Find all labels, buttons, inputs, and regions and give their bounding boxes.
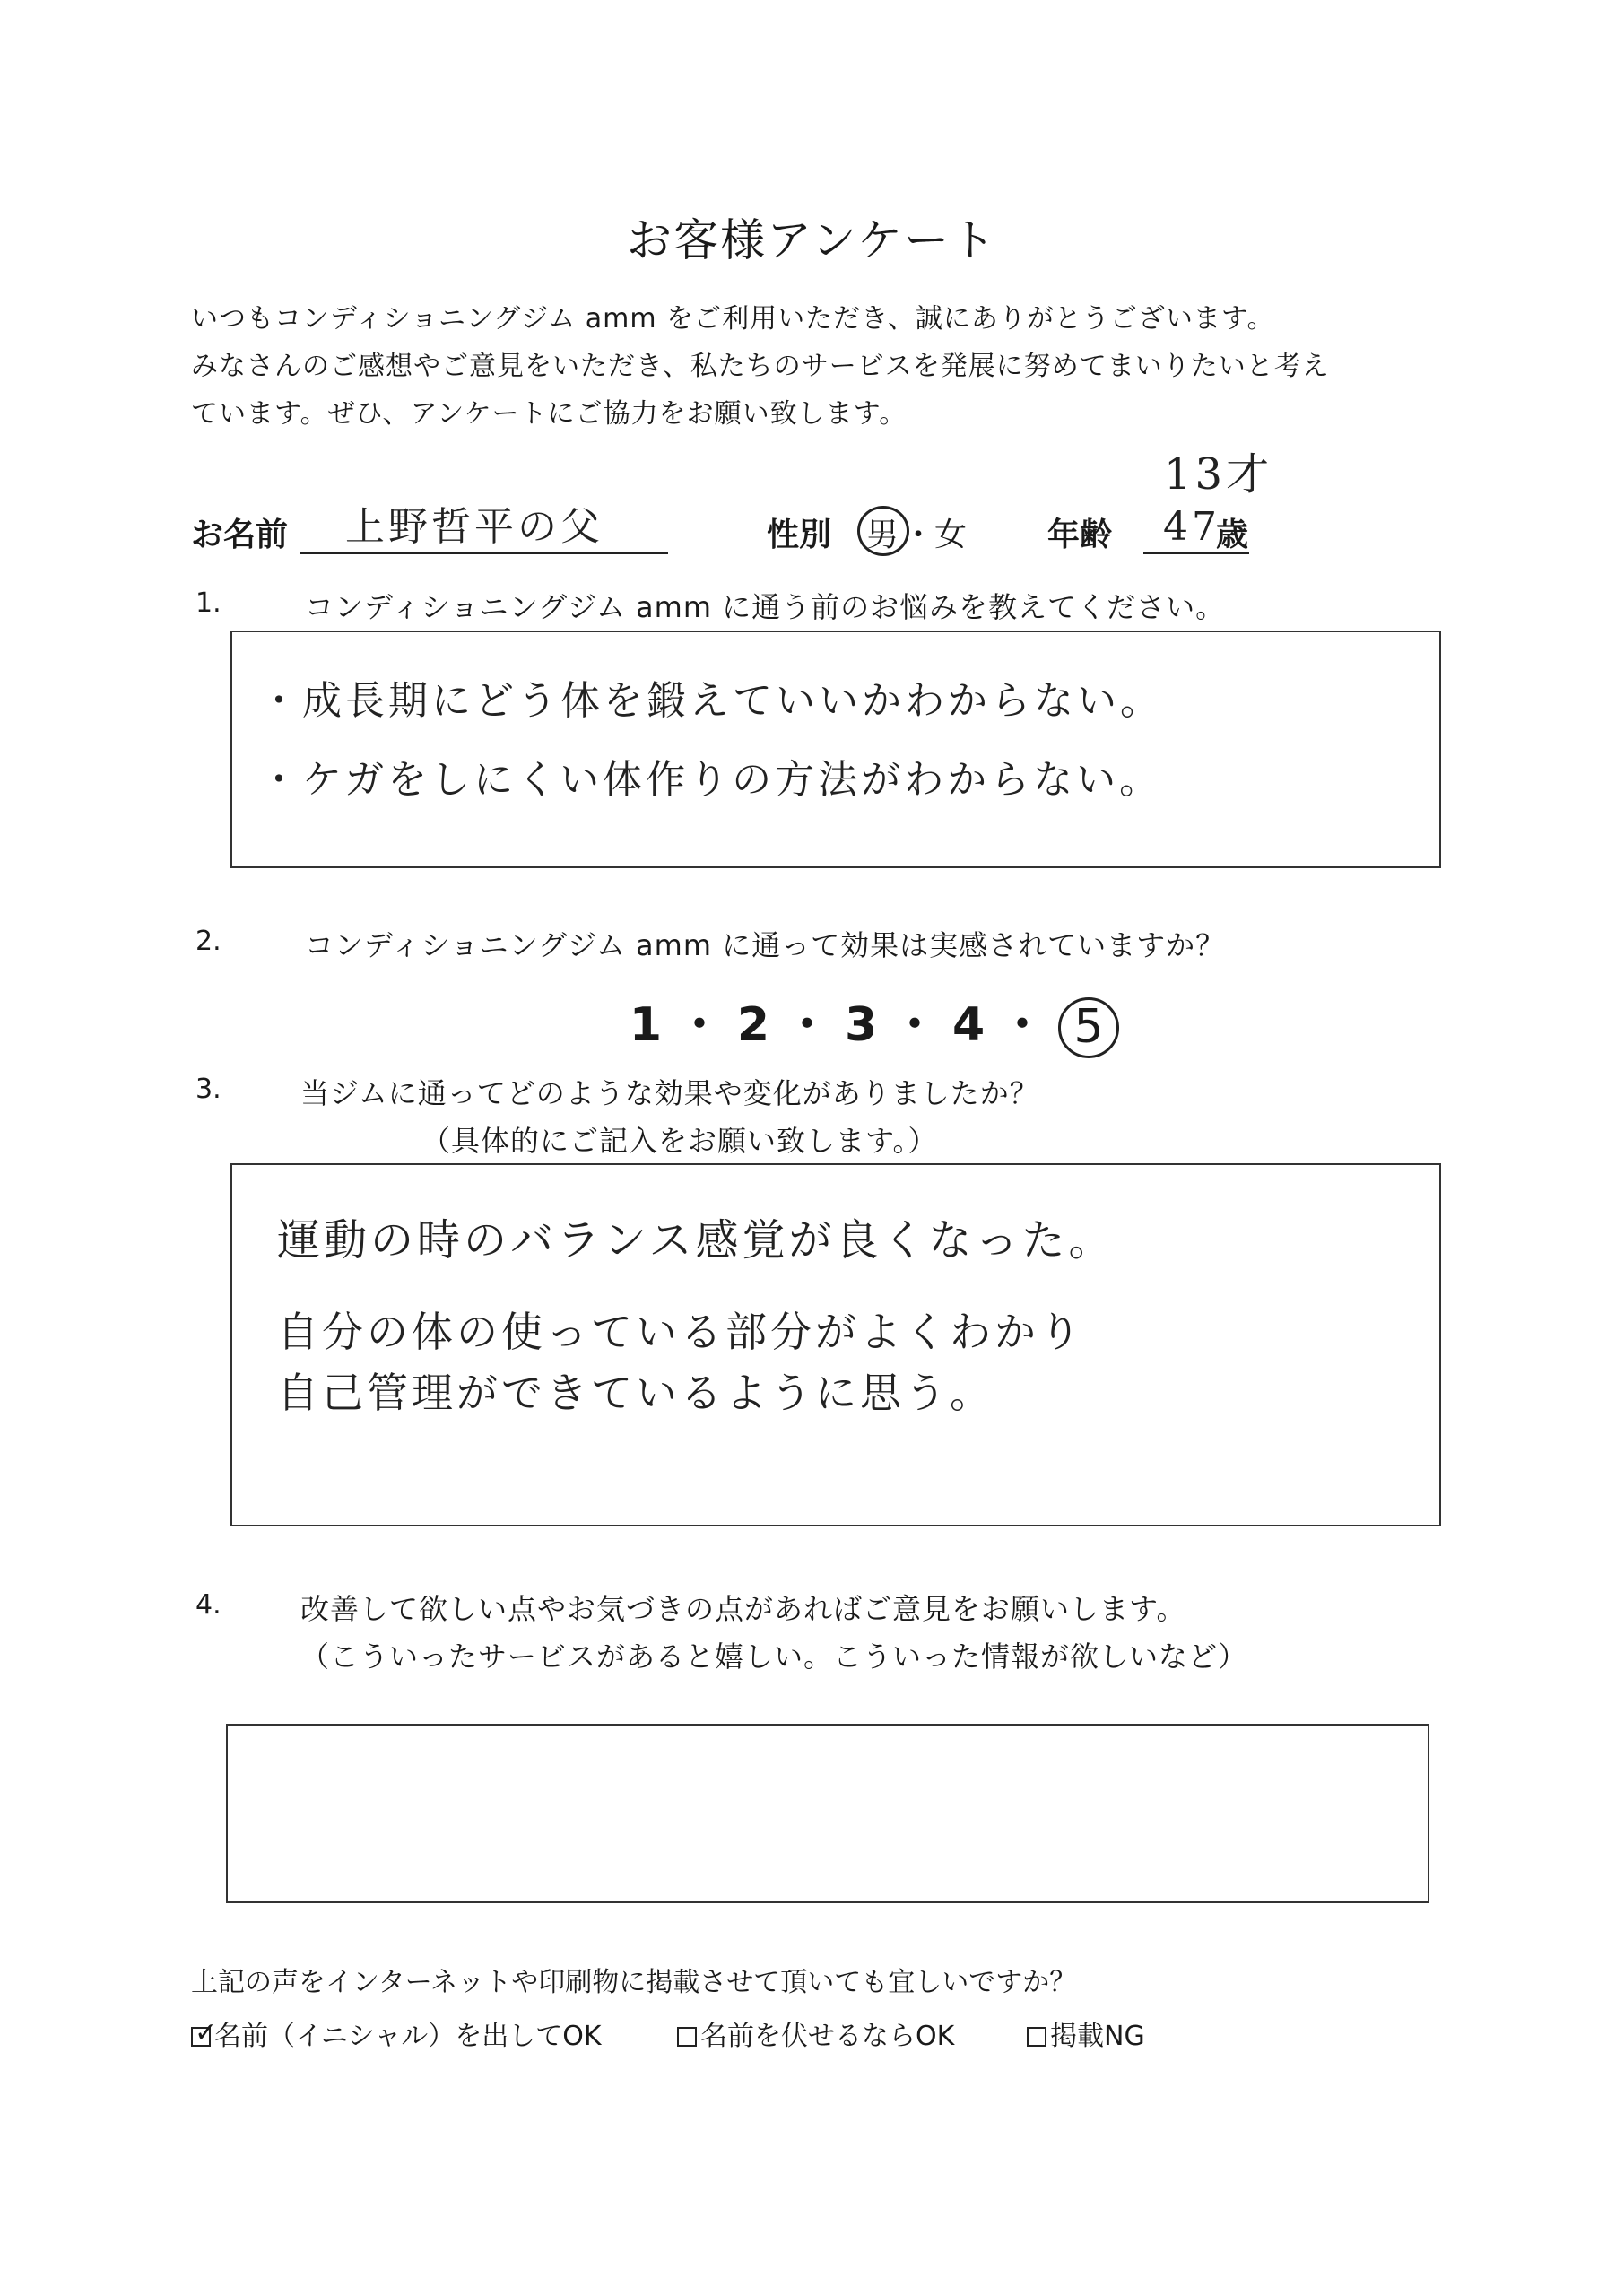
- q1-text: コンディショニングジム amm に通う前のお悩みを教えてください。: [305, 590, 1226, 624]
- intro-line-1: いつもコンディショニングジム amm をご利用いただき、誠にありがとうございます。: [191, 303, 1275, 335]
- q3-answer-box[interactable]: [230, 1163, 1441, 1526]
- scale-option-2[interactable]: 2: [736, 998, 770, 1052]
- consent-checkbox-2[interactable]: [677, 2027, 697, 2047]
- gender-label: 性別: [767, 517, 832, 553]
- q4-answer-box[interactable]: [226, 1724, 1429, 1903]
- q3-number: 3.: [195, 1074, 221, 1105]
- scale-separator: ・: [999, 998, 1046, 1052]
- consent-option-3-label: 掲載NG: [1050, 2021, 1145, 2052]
- consent-option-3[interactable]: [1027, 2013, 1145, 2053]
- q3-answer-line-1: 運動の時のバランス感覚が良くなった。: [277, 1215, 1116, 1265]
- q1-answer-line-2: ・ケガをしにくい体作りの方法がわからない。: [259, 757, 1163, 803]
- scale-separator: ・: [784, 998, 831, 1052]
- consent-option-2[interactable]: [677, 2013, 954, 2053]
- q3-answer-line-3: 自己管理ができているように思う。: [277, 1369, 994, 1417]
- check-icon: ✓: [195, 2017, 218, 2048]
- name-field[interactable]: [300, 502, 668, 554]
- q2-scale[interactable]: [628, 987, 1119, 1058]
- q4-text: 改善して欲しい点やお気づきの点があればご意見をお願いします。: [300, 1592, 1186, 1626]
- age-unit: 歳: [1216, 517, 1249, 553]
- q1-answer-line-1: ・成長期にどう体を鍛えていいかわからない。: [259, 678, 1163, 724]
- gender-options[interactable]: [863, 509, 967, 555]
- scale-option-5[interactable]: 5: [1058, 997, 1119, 1058]
- q4-number: 4.: [195, 1589, 221, 1621]
- page-title: お客様アンケート: [627, 214, 997, 266]
- gender-separator: ・: [902, 517, 935, 553]
- name-label: お名前: [191, 517, 289, 553]
- consent-question: 上記の声をインターネットや印刷物に掲載させて頂いても宜しいですか？: [191, 1967, 1077, 1998]
- q1-number: 1.: [195, 587, 221, 619]
- intro-line-2: みなさんのご感想やご意見をいただき、私たちのサービスを発展に努めてまいりたいと考え: [191, 351, 1330, 382]
- gender-selected-circle: [857, 506, 909, 556]
- q3-text: 当ジムに通ってどのような効果や変化がありましたか？: [300, 1076, 1039, 1110]
- scale-option-1[interactable]: 1: [629, 998, 663, 1052]
- age-label: 年齢: [1047, 517, 1113, 553]
- name-value: 上野哲平の父: [345, 504, 604, 550]
- intro-line-3: ています。ぜひ、アンケートにご協力をお願い致します。: [191, 398, 908, 430]
- gender-male: 男: [865, 517, 899, 553]
- age-note: 13才: [1164, 449, 1273, 500]
- scale-option-3[interactable]: 3: [844, 998, 878, 1052]
- age-value: 47: [1163, 504, 1220, 550]
- q3-subtext: （具体的にご記入をお願い致します。）: [421, 1124, 938, 1158]
- consent-option-1[interactable]: [191, 2013, 602, 2053]
- q2-number: 2.: [195, 926, 221, 957]
- scale-separator: ・: [891, 998, 939, 1052]
- scale-option-4[interactable]: 4: [951, 998, 986, 1052]
- scale-separator: ・: [676, 998, 724, 1052]
- q1-answer-box[interactable]: [230, 631, 1441, 868]
- consent-checkbox-3[interactable]: [1027, 2027, 1046, 2047]
- consent-checkbox-1[interactable]: [191, 2017, 218, 2048]
- q4-subtext: （こういったサービスがあると嬉しい。こういった情報が欲しいなど）: [300, 1639, 1248, 1674]
- q2-text: コンディショニングジム amm に通って効果は実感されていますか？: [305, 928, 1226, 962]
- gender-female: 女: [934, 517, 968, 553]
- consent-option-1-label: 名前（イニシャル）を出してOK: [214, 2021, 602, 2052]
- q3-answer-line-2: 自分の体の使っている部分がよくわかり: [277, 1308, 1084, 1356]
- consent-option-2-label: 名前を伏せるならOK: [700, 2021, 955, 2052]
